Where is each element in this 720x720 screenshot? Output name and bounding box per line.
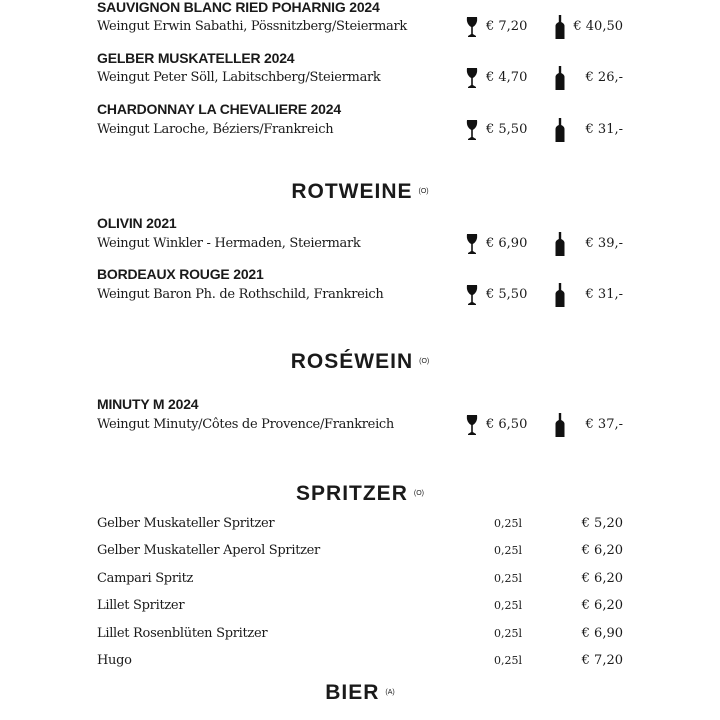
wine-producer: Weingut Laroche, Béziers/Frankreich	[97, 122, 334, 137]
spritzer-price: € 7,20	[581, 653, 623, 668]
wine-producer: Weingut Winkler - Hermaden, Steiermark	[97, 236, 361, 251]
spritzer-volume: 0,25l	[494, 654, 523, 667]
wine-glass-icon	[466, 120, 478, 140]
wine-bottle-icon	[555, 413, 565, 437]
section-title: SPRITZER	[296, 482, 408, 505]
bottle-price: € 26,-	[585, 70, 623, 85]
section-heading-rosewein	[0, 350, 720, 374]
section-title: ROTWEINE	[291, 180, 413, 203]
section-title: BIER	[325, 681, 380, 704]
spritzer-name: Gelber Muskateller Spritzer	[97, 516, 275, 531]
wine-producer: Weingut Erwin Sabathi, Pössnitzberg/Steiermark	[97, 19, 408, 34]
wine-bottle-icon	[555, 232, 565, 256]
spritzer-volume: 0,25l	[494, 572, 523, 585]
bottle-price: € 39,-	[585, 236, 623, 251]
glass-price: € 4,70	[486, 70, 528, 85]
spritzer-name: Lillet Spritzer	[97, 598, 185, 613]
spritzer-volume: 0,25l	[494, 599, 523, 612]
spritzer-volume: 0,25l	[494, 627, 523, 640]
spritzer-name: Gelber Muskateller Aperol Spritzer	[97, 543, 320, 558]
spritzer-volume: 0,25l	[494, 517, 523, 530]
spritzer-volume: 0,25l	[494, 544, 523, 557]
glass-price: € 6,50	[486, 417, 528, 432]
spritzer-name: Hugo	[97, 653, 132, 668]
wine-name: BORDEAUX ROUGE 2021	[97, 266, 264, 282]
wine-bottle-icon	[555, 118, 565, 142]
allergen-code: (O)	[419, 358, 430, 366]
wine-bottle-icon	[555, 283, 565, 307]
wine-glass-icon	[466, 17, 478, 37]
spritzer-price: € 6,20	[581, 543, 623, 558]
spritzer-price: € 6,20	[581, 598, 623, 613]
spritzer-price: € 6,20	[581, 571, 623, 586]
glass-price: € 6,90	[486, 236, 528, 251]
wine-name: CHARDONNAY LA CHEVALIERE 2024	[97, 101, 341, 117]
section-title: ROSÉWEIN	[290, 350, 414, 373]
wine-name: GELBER MUSKATELLER 2024	[97, 50, 295, 66]
wine-producer: Weingut Peter Söll, Labitschberg/Steiermark	[97, 70, 381, 85]
bottle-price: € 40,50	[573, 19, 623, 34]
wine-glass-icon	[466, 234, 478, 254]
allergen-code: (A)	[385, 689, 395, 697]
bottle-price: € 31,-	[585, 287, 623, 302]
section-heading-rotweine	[0, 180, 720, 204]
glass-price: € 5,50	[486, 287, 528, 302]
bottle-price: € 31,-	[585, 122, 623, 137]
wine-name: SAUVIGNON BLANC RIED POHARNIG 2024	[97, 0, 380, 15]
wine-bottle-icon	[555, 66, 565, 90]
allergen-code: (O)	[418, 188, 429, 196]
glass-price: € 5,50	[486, 122, 528, 137]
glass-price: € 7,20	[486, 19, 528, 34]
spritzer-name: Lillet Rosenblüten Spritzer	[97, 626, 268, 641]
section-heading-bier	[0, 681, 720, 705]
wine-bottle-icon	[555, 15, 565, 39]
wine-name: MINUTY M 2024	[97, 396, 199, 412]
bottle-price: € 37,-	[585, 417, 623, 432]
wine-producer: Weingut Minuty/Côtes de Provence/Frankreich	[97, 417, 394, 432]
spritzer-price: € 6,90	[581, 626, 623, 641]
section-heading-spritzer	[0, 482, 720, 506]
wine-name: OLIVIN 2021	[97, 215, 177, 231]
wine-glass-icon	[466, 68, 478, 88]
wine-producer: Weingut Baron Ph. de Rothschild, Frankreich	[97, 287, 384, 302]
spritzer-name: Campari Spritz	[97, 571, 194, 586]
allergen-code: (O)	[413, 490, 424, 498]
wine-glass-icon	[466, 285, 478, 305]
wine-glass-icon	[466, 415, 478, 435]
spritzer-price: € 5,20	[581, 516, 623, 531]
